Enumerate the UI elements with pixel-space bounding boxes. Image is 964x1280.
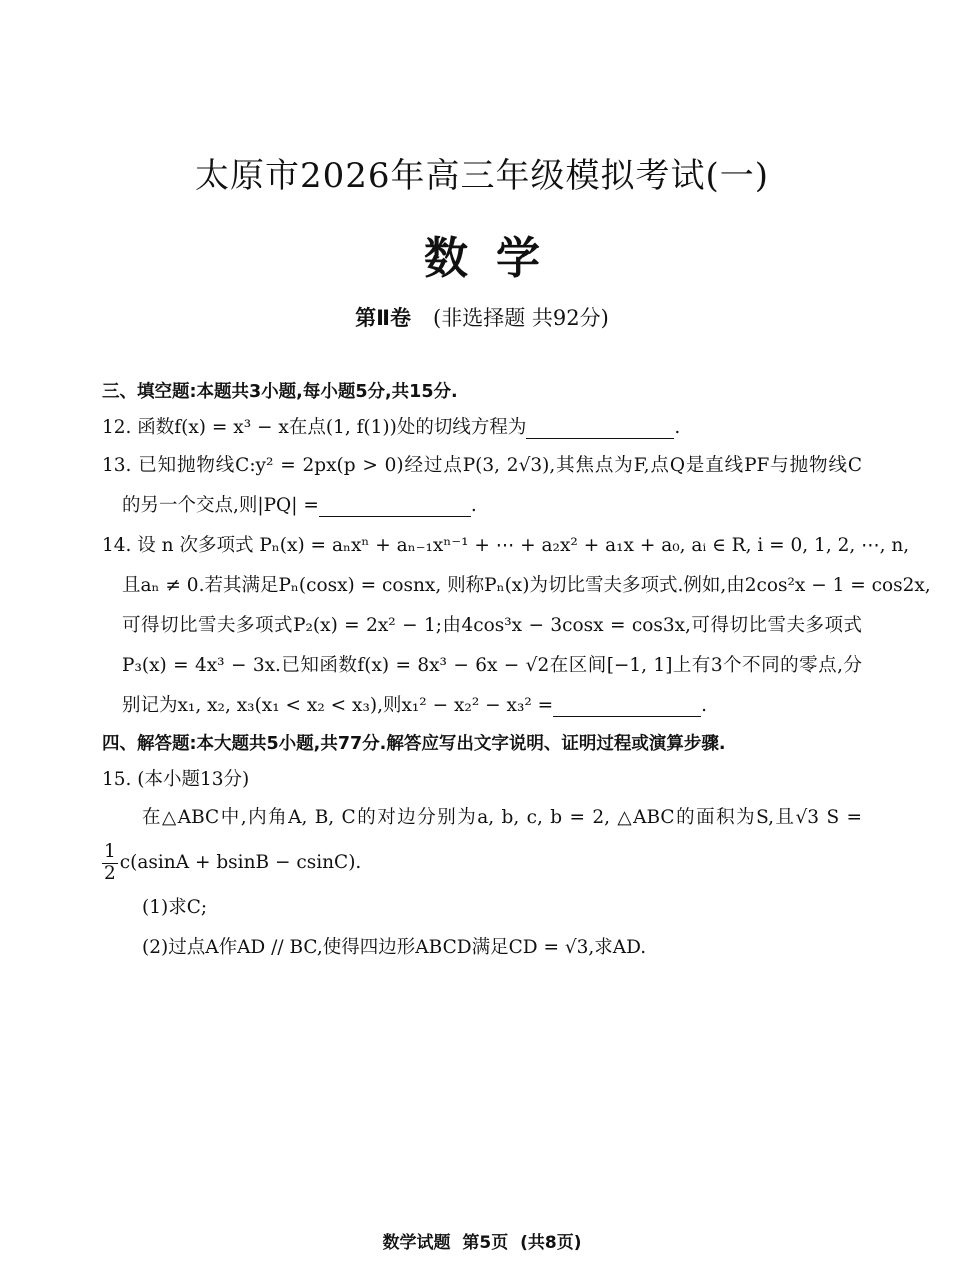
q15-line-2: c(asinA + bsinB − csinC).: [119, 852, 362, 873]
question-13-line-1: [102, 446, 862, 486]
q14-line-2: 且aₙ ≠ 0.若其满足Pₙ(cosx) = cosnx, 则称Pₙ(x)为切比雪夫多项式.例如,由2cos²x − 1 = cos2x,: [122, 575, 931, 596]
q14-answer-blank[interactable]: [553, 692, 701, 717]
q12-text: 12. 函数f(x) = x³ − x在点(1, f(1))处的切线方程为: [102, 417, 527, 438]
exam-body: [102, 374, 931, 968]
q14-line-4: P₃(x) = 4x³ − 3x.已知函数f(x) = 8x³ − 6x − √2在区间[−1, 1]上有3个不同的零点,分: [122, 655, 862, 676]
subject-title: 数学: [424, 233, 568, 284]
question-14-line-2: [102, 566, 931, 606]
page-footer: [0, 1228, 964, 1253]
q13-answer-blank[interactable]: [319, 492, 471, 517]
question-14-line-5: 别记为x₁, x₂, x₃(x₁ < x₂ < x₃),则x₁² − x₂² − x₃² = .: [102, 686, 862, 726]
question-14-line-1: [102, 526, 910, 566]
q15-label: 15. (本小题13分): [102, 769, 250, 790]
question-13-line-2: 的另一个交点,则|PQ| = .: [102, 486, 862, 526]
q15-line-1: 在△ABC中,内角A, B, C的对边分别为a, b, c, b = 2, △ABC的面积为S,且√3 S =: [142, 807, 862, 828]
exam-title: 太原市2026年高三年级模拟考试(一): [194, 156, 770, 196]
question-15-line-2: [102, 838, 862, 888]
volume-note: (非选择题 共92分): [433, 306, 609, 330]
q15-part-2: (2)过点A作AD // BC,使得四边形ABCD满足CD = √3,求AD.: [142, 937, 647, 958]
q13-line-2: 的另一个交点,则|PQ| =: [122, 495, 319, 516]
footer-label: 数学试题: [382, 1233, 451, 1253]
q14-line-1: 14. 设 n 次多项式 Pₙ(x) = aₙxⁿ + aₙ₋₁xⁿ⁻¹ + ⋯ + a₂x² + a₁x + a₀, aᵢ ∈ R, i = 0, 1, 2, ⋯, n,: [102, 535, 910, 556]
volume-heading: [0, 302, 964, 332]
question-15-line-1: [102, 798, 862, 838]
q15-part-1: (1)求C;: [142, 897, 208, 918]
q14-line-5: 别记为x₁, x₂, x₃(x₁ < x₂ < x₃),则x₁² − x₂² − x₃² =: [122, 695, 554, 716]
section-3-heading: 三、填空题:本题共3小题,每小题5分,共15分.: [102, 382, 458, 402]
q13-line-1: 13. 已知抛物线C:y² = 2px(p > 0)经过点P(3, 2√3),其焦点为F,点Q是直线PF与抛物线C: [102, 455, 862, 476]
volume-label: 第Ⅱ卷: [355, 306, 412, 330]
footer-total: (共8页): [520, 1233, 582, 1253]
section-4-heading: 四、解答题:本大题共5小题,共77分.解答应写出文字说明、证明过程或演算步骤.: [102, 734, 726, 754]
q15-frac-den: 2: [104, 862, 116, 884]
q15-frac-num: 1: [104, 841, 116, 863]
footer-page: 第5页: [462, 1233, 509, 1253]
q15-fraction: [102, 842, 118, 884]
q12-answer-blank[interactable]: [526, 414, 674, 439]
question-14-line-3: [102, 606, 862, 646]
q14-line-3: 可得切比雪夫多项式P₂(x) = 2x² − 1;由4cos³x − 3cosx = cos3x,可得切比雪夫多项式: [122, 615, 862, 636]
question-14-line-4: [102, 646, 862, 686]
question-12: 12. 函数f(x) = x³ − x在点(1, f(1))处的切线方程为 .: [102, 410, 862, 446]
